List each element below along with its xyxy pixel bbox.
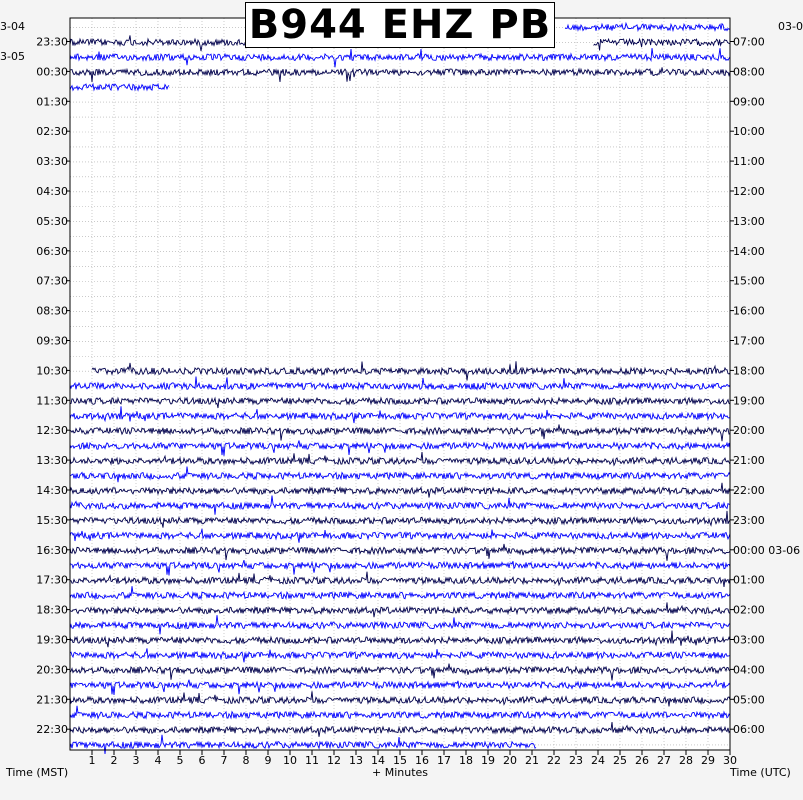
left-tick-label: 13:30: [36, 454, 68, 468]
right-tick-label: 12:00: [733, 185, 765, 198]
left-tick-label: 14:30: [36, 484, 68, 497]
left-tick-label: 07:30: [36, 274, 68, 288]
left-tick-label: 02:30: [36, 125, 68, 139]
left-date-label: 3-05: [0, 50, 25, 63]
x-tick-label: 22: [547, 754, 561, 767]
x-tick-label: 25: [613, 754, 627, 767]
left-axis-label: Time (MST): [6, 766, 69, 779]
right-tick-label: 08:00: [733, 65, 765, 79]
right-tick-label: 03:00: [733, 633, 765, 647]
x-axis-label: + Minutes: [372, 766, 429, 779]
right-axis-label: Time (UTC): [730, 766, 791, 779]
left-tick-label: 11:30: [36, 394, 68, 408]
left-tick-label: 03:30: [36, 155, 68, 169]
x-tick-label: 14: [371, 754, 385, 767]
right-tick-label: 20:00: [733, 424, 765, 438]
x-tick-label: 7: [220, 754, 228, 767]
x-tick-label: 26: [635, 754, 649, 767]
right-tick-label: 05:00: [733, 693, 765, 707]
right-tick-label: 17:00: [733, 334, 765, 348]
x-tick-label: 17: [437, 754, 451, 767]
left-tick-label: 00:30: [36, 65, 68, 79]
right-tick-label: 00:00 03-06: [733, 543, 801, 557]
left-tick-label: 04:30: [36, 185, 68, 198]
right-tick-label: 22:00: [733, 484, 765, 497]
right-tick-label: 02:00: [733, 603, 765, 617]
right-tick-label: 16:00: [733, 304, 765, 318]
x-tick-label: 16: [415, 754, 429, 767]
x-tick-label: 23: [569, 754, 583, 767]
x-tick-label: 1: [88, 754, 96, 767]
x-tick-label: 11: [305, 754, 319, 767]
left-tick-label: 19:30: [36, 633, 68, 647]
left-tick-label: 06:30: [36, 244, 68, 258]
left-tick-label: 01:30: [36, 95, 68, 109]
right-tick-label: 13:00: [733, 214, 765, 228]
x-tick-label: 5: [176, 754, 184, 767]
x-tick-label: 6: [198, 754, 206, 767]
x-tick-label: 24: [591, 754, 605, 767]
x-tick-label: 12: [327, 754, 341, 767]
right-tick-label: 09:00: [733, 95, 765, 109]
left-tick-label: 17:30: [36, 573, 68, 587]
x-tick-label: 3: [132, 754, 140, 767]
x-tick-label: 21: [525, 754, 539, 767]
left-tick-label: 23:30: [36, 35, 68, 49]
x-tick-label: 30: [723, 754, 737, 767]
x-tick-label: 27: [657, 754, 671, 767]
left-tick-label: 20:30: [36, 663, 68, 677]
x-tick-label: 19: [481, 754, 495, 767]
left-tick-label: 05:30: [36, 214, 68, 228]
left-tick-label: 21:30: [36, 693, 68, 707]
chart-title: B944 EHZ PB: [245, 2, 555, 48]
x-tick-label: 29: [701, 754, 715, 767]
x-tick-label: 13: [349, 754, 363, 767]
right-tick-label: 21:00: [733, 454, 765, 468]
x-tick-label: 15: [393, 754, 407, 767]
x-tick-label: 10: [283, 754, 297, 767]
right-tick-label: 19:00: [733, 394, 765, 408]
left-tick-label: 15:30: [36, 513, 68, 527]
right-tick-label: 15:00: [733, 274, 765, 288]
left-tick-label: 10:30: [36, 364, 68, 378]
left-tick-label: 12:30: [36, 424, 68, 438]
left-tick-label: 16:30: [36, 543, 68, 557]
left-date-label: 3-04: [0, 20, 25, 33]
x-tick-label: 28: [679, 754, 693, 767]
right-date-label: 03-0: [778, 20, 803, 33]
right-tick-label: 01:00: [733, 573, 765, 587]
x-tick-label: 8: [242, 754, 250, 767]
right-tick-label: 07:00: [733, 35, 765, 49]
x-tick-label: 2: [110, 754, 118, 767]
right-tick-label: 14:00: [733, 244, 765, 258]
left-tick-label: 08:30: [36, 304, 68, 318]
left-tick-label: 09:30: [36, 334, 68, 348]
right-tick-label: 06:00: [733, 723, 765, 737]
right-tick-label: 10:00: [733, 125, 765, 139]
x-tick-label: 9: [264, 754, 272, 767]
right-tick-label: 23:00: [733, 513, 765, 527]
right-tick-label: 04:00: [733, 663, 765, 677]
left-tick-label: 18:30: [36, 603, 68, 617]
left-tick-label: 22:30: [36, 723, 68, 737]
right-tick-label: 18:00: [733, 364, 765, 378]
x-tick-label: 18: [459, 754, 473, 767]
x-tick-label: 20: [503, 754, 517, 767]
x-tick-label: 4: [154, 754, 162, 767]
right-tick-label: 11:00: [733, 155, 765, 169]
